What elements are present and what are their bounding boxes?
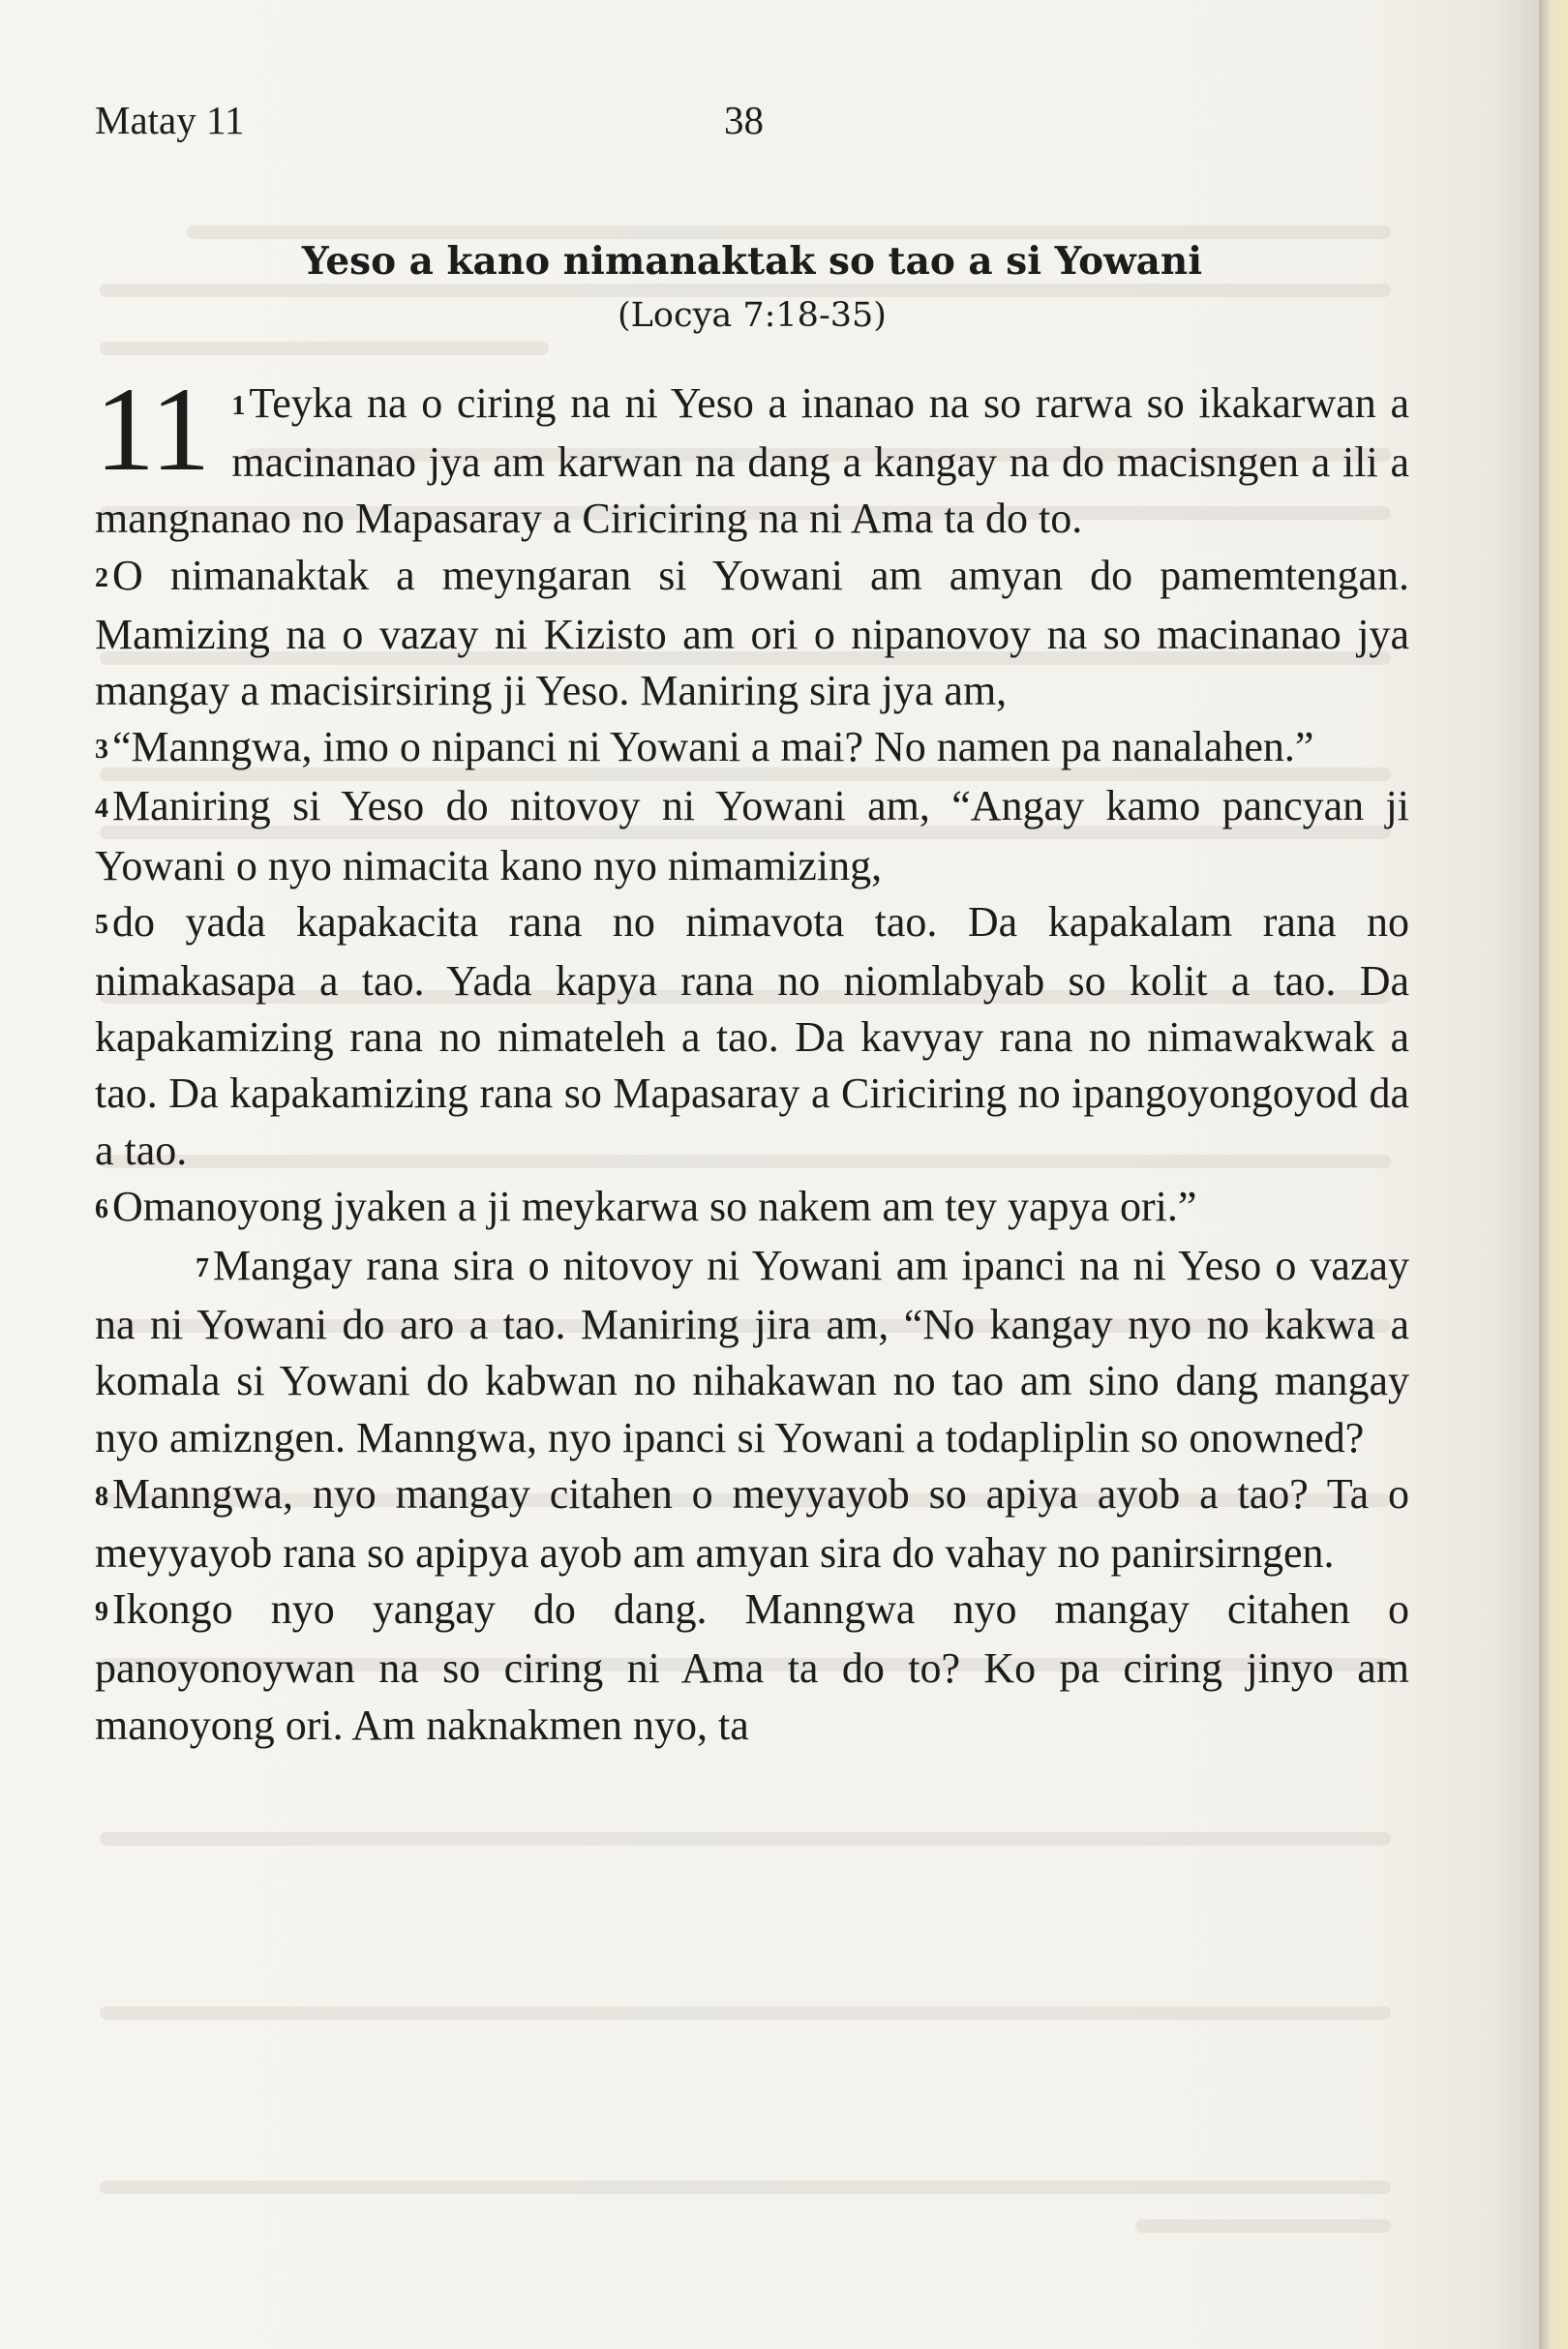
verse-text: Omanoyong jyaken a ji meykarwa so nakem am tey yapya ori.”: [112, 1182, 1197, 1230]
page-edge: [1539, 0, 1568, 2349]
verse-7: [95, 1242, 1409, 1461]
verse-6: [95, 1183, 1196, 1230]
verse-number: 5: [95, 909, 108, 940]
verse-number: 9: [95, 1597, 108, 1628]
verse-9: [95, 1585, 1409, 1748]
verse-text: Ikongo nyo yangay do dang. Manngwa nyo mangay citahen o panoyonoywan na so ciring ni Ama ta do to? Ko pa ciring jinyo am manoyong ori. Am naknakmen nyo, ta: [95, 1585, 1409, 1749]
page-number: 38: [724, 98, 764, 142]
section-title: Yeso a kano nimanaktak so tao a si Yowani: [301, 239, 1203, 284]
verse-8: [95, 1470, 1409, 1577]
verse-1: [95, 363, 1409, 543]
verse-5: [95, 898, 1409, 1174]
paragraph: [95, 894, 1409, 1179]
verse-number: 4: [95, 794, 108, 825]
chapter-number: 11: [95, 363, 211, 496]
verse-text: O nimanaktak a meyngaran si Yowani am amyan do pamemtengan. Mamizing na o vazay ni Kizisto am ori o nipanovoy na so macinanao jya mangay a macisirsiring ji Yeso. Maniring sira jya am,: [95, 551, 1409, 715]
chapter-body: [95, 363, 1409, 1754]
verse-text: Mangay rana sira o nitovoy ni Yowani am ipanci na ni Yeso o vazay na ni Yowani do aro a tao. Maniring jira am, “No kangay nyo no kakwa a komala si Yowani do kabwan no nihakawan no tao am sino dang mangay nyo amizngen. Manngwa, nyo ipanci si Yowani a todapliplin so onowned?: [95, 1242, 1409, 1461]
verse-number: 6: [95, 1193, 108, 1224]
verse-number: 1: [231, 391, 246, 421]
paragraph: [95, 719, 1409, 778]
section-reference: (Locya 7:18-35): [618, 296, 887, 335]
running-head: Matay 11: [95, 98, 245, 142]
paragraph: [95, 548, 1409, 720]
verse-text: Maniring si Yeso do nitovoy ni Yowani am, “Angay kamo pancyan ji Yowani o nyo nimacita kano nyo nimamizing,: [95, 782, 1409, 889]
verse-text: Teyka na o ciring na ni Yeso a inanao na so rarwa so ikakarwan a macinanao jya am karwan na dang a kangay na do macisngen a ili a mangnanao no Mapasaray a Ciriciring na ni Ama ta do to.: [95, 379, 1409, 543]
verse-2: [95, 552, 1409, 714]
verse-3: [95, 723, 1313, 770]
page-header: [95, 97, 772, 151]
paragraph: [95, 778, 1409, 893]
paragraph: [95, 1179, 1409, 1238]
verse-number: 3: [95, 735, 108, 766]
paragraph: [95, 363, 1409, 548]
verse-4: [95, 782, 1409, 888]
paragraph: [95, 1238, 1409, 1466]
paragraph: [95, 1581, 1409, 1754]
verse-number: 8: [95, 1481, 108, 1512]
verse-number: 2: [95, 562, 108, 593]
verse-text: “Manngwa, imo o nipanci ni Yowani a mai? No namen pa nanalahen.”: [112, 723, 1314, 771]
verse-text: do yada kapakacita rana no nimavota tao. Da kapakalam rana no nimakasapa a tao. Yada kapya rana no niomlabyab so kolit a tao. Da kapakamizing rana no nimateleh a tao. Da kavyay rana no nimawakwak a tao. Da kapakamizing rana so Mapasaray a Ciriciring no ipangoyongoyod da a tao.: [95, 897, 1409, 1174]
paragraph: [95, 1466, 1409, 1581]
verse-number: 7: [196, 1253, 209, 1284]
verse-text: Manngwa, nyo mangay citahen o meyyayob so apiya ayob a tao? Ta o meyyayob rana so apipya ayob am amyan sira do vahay no panirsirngen.: [95, 1469, 1409, 1578]
